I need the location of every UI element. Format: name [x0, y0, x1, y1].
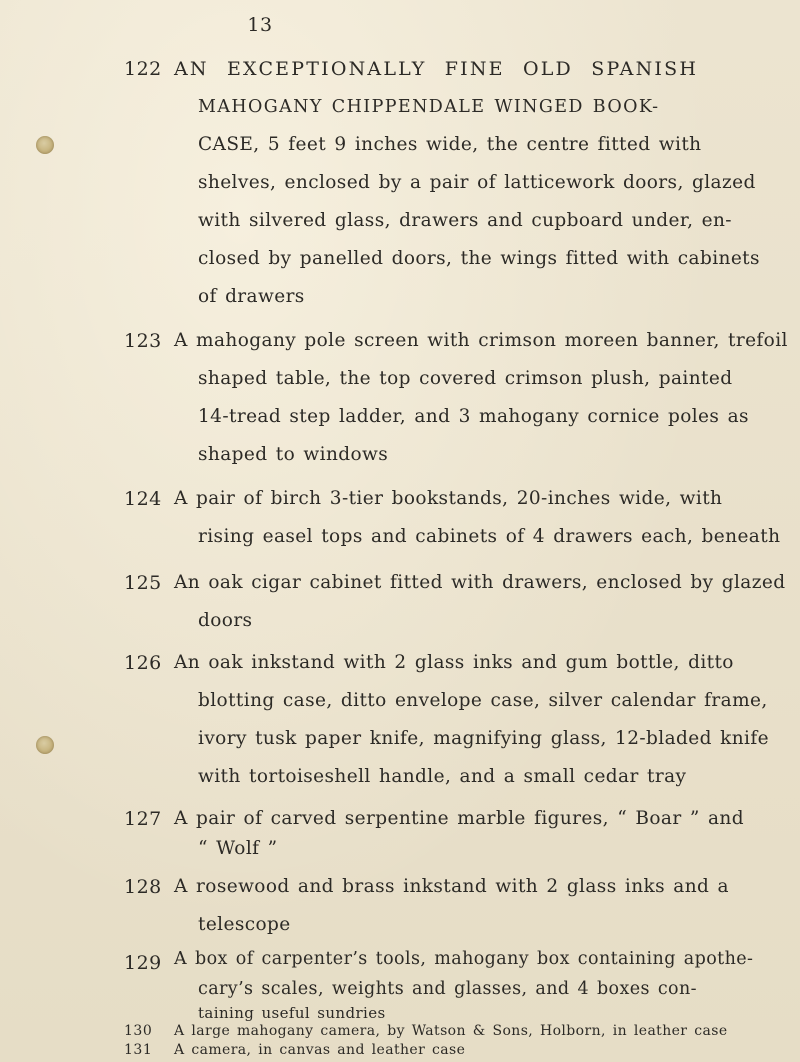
lot-line: An oak cigar cabinet fitted with drawers, enclosed by glazed [174, 572, 786, 593]
lot-description [174, 868, 778, 944]
lot-line: leather case [633, 1023, 728, 1039]
lot-line: taining useful sundries [198, 1004, 386, 1022]
lot-line: A camera, in canvas and leather case [174, 1042, 466, 1058]
lot-description [174, 480, 781, 556]
lot-line: “ Wolf ” [198, 838, 278, 859]
lot-number: 122 [124, 58, 162, 80]
lot-line: with tortoiseshell handle, and a small cedar tray [198, 766, 687, 787]
lot-line: A rosewood and brass inkstand with 2 glass inks and a [174, 876, 729, 897]
lot-line: cary’s scales, weights and glasses, and 4 boxes con- [198, 979, 697, 999]
lot-description [174, 944, 778, 1004]
lot-line: with silvered glass, drawers and cupboard under, en- [198, 210, 732, 231]
lot-line: A pair of birch 3-tier bookstands, 20-inches wide, with [174, 488, 723, 509]
lot-line-group [174, 1022, 778, 1041]
lot-description [174, 1041, 778, 1060]
lot-line: An oak inkstand with 2 glass inks and gum bottle, ditto [174, 652, 734, 673]
lot-number: 126 [124, 652, 162, 674]
lot-line: rising easel tops and cabinets of 4 drawers each, beneath [198, 526, 781, 547]
lot-description [174, 50, 778, 316]
lot-description [198, 1004, 778, 1023]
lot-line: A large mahogany camera, by Watson & Sons, Holborn, in [174, 1023, 628, 1039]
lot-line: A mahogany pole screen with crimson moreen banner, trefoil [174, 330, 788, 351]
lot-number: 131 [124, 1042, 153, 1058]
lot-number: 125 [124, 572, 162, 594]
lot-number: 127 [124, 808, 162, 830]
lot-number: 124 [124, 488, 162, 510]
lot-line: doors [198, 610, 253, 631]
lot-number: 128 [124, 876, 162, 898]
binding-hole-top [36, 136, 54, 154]
lot-line: AN EXCEPTIONALLY FINE OLD SPANISH [174, 58, 699, 80]
lot-line: shaped table, the top covered crimson plush, painted [198, 368, 733, 389]
lot-line: A box of carpenter’s tools, mahogany box containing apothe- [174, 949, 754, 969]
lot-line: 14-tread step ladder, and 3 mahogany cornice poles as [198, 406, 749, 427]
lot-number: 130 [124, 1023, 153, 1039]
lot-description [174, 800, 778, 860]
page-number: 13 [247, 14, 273, 36]
lot-description [174, 322, 788, 474]
lot-number: 123 [124, 330, 162, 352]
lot-line: ivory tusk paper knife, magnifying glass, 12-bladed knife [198, 728, 769, 749]
binding-hole-bottom [36, 736, 54, 754]
lot-description [174, 1022, 778, 1041]
lot-line: MAHOGANY CHIPPENDALE WINGED BOOK- [198, 97, 660, 117]
lot-description [174, 564, 786, 640]
lot-description [174, 644, 778, 796]
lot-line: telescope [198, 914, 291, 935]
lot-line: shaped to windows [198, 444, 389, 465]
lot-line: closed by panelled doors, the wings fitted with cabinets [198, 248, 760, 269]
lot-line: of drawers [198, 286, 305, 307]
lot-line: CASE, 5 feet 9 inches wide, the centre fitted with [198, 134, 702, 155]
lot-line: blotting case, ditto envelope case, silver calendar frame, [198, 690, 768, 711]
lot-line: A pair of carved serpentine marble figures, “ Boar ” and [174, 808, 744, 829]
lot-number: 129 [124, 952, 162, 974]
lot-line: shelves, enclosed by a pair of latticework doors, glazed [198, 172, 756, 193]
